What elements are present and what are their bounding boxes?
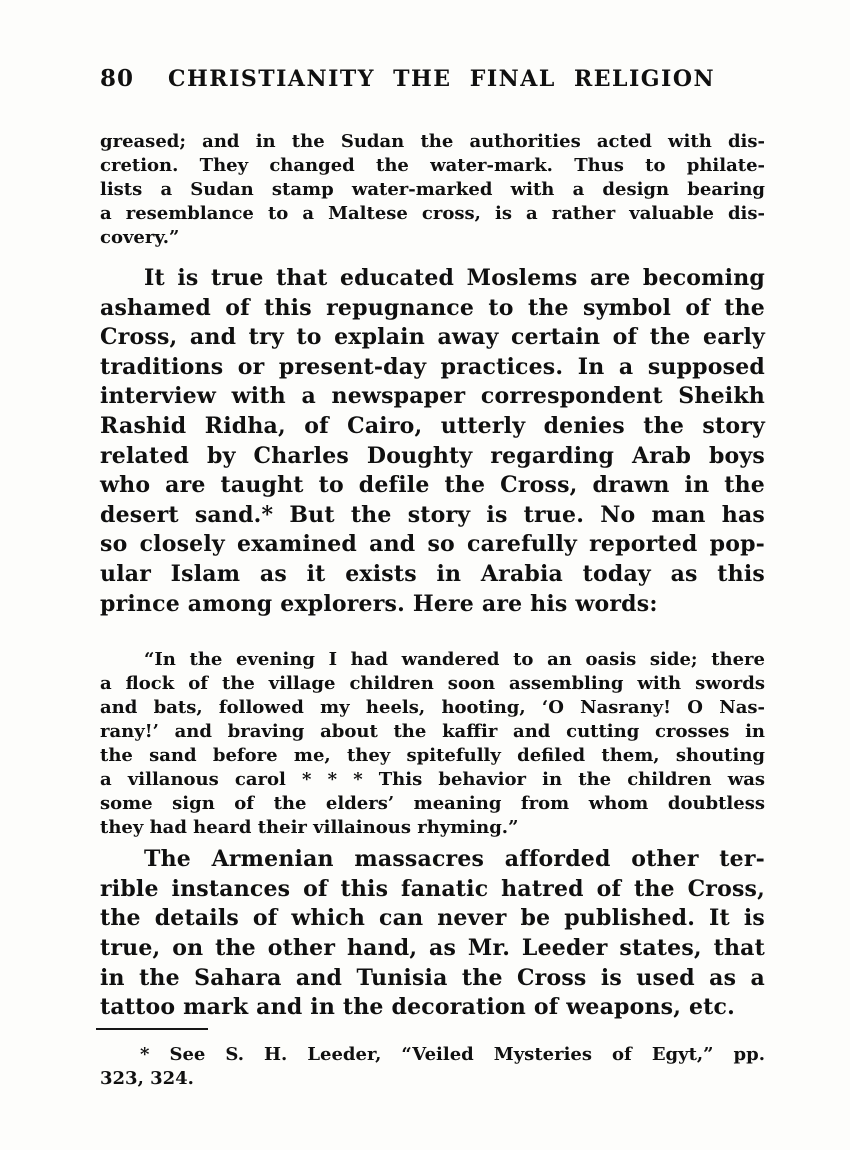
text-line: “In the evening I had wandered to an oasis side; there (144, 649, 765, 671)
text-line: so closely examined and so carefully reported pop- (100, 531, 765, 558)
text-line: rany!’ and braving about the kaffir and cutting crosses in (100, 721, 765, 743)
text-line: true, on the other hand, as Mr. Leeder states, that (100, 934, 765, 961)
text-line: a resemblance to a Maltese cross, is a rather valuable dis- (100, 203, 765, 224)
text-line: tattoo mark and in the decoration of weapons, etc. (100, 994, 735, 1021)
text-line: Rashid Ridha, of Cairo, utterly denies the story (100, 412, 765, 439)
text-line: a villanous carol * * * This behavior in the children was (100, 769, 765, 791)
text-line: covery.” (100, 227, 180, 248)
armenian-paragraph (100, 845, 765, 1023)
text-line: prince among explorers. Here are his words: (100, 590, 658, 617)
text-line: Cross, and try to explain away certain of the early (100, 324, 765, 351)
running-header (100, 66, 765, 92)
text-line: some sign of the elders’ meaning from whom doubtless (100, 793, 765, 815)
text-line: they had heard their villainous rhyming.” (100, 817, 519, 839)
running-title: CHRISTIANITY THE FINAL RELIGION (168, 66, 716, 92)
text-line: and bats, followed my heels, hooting, ‘O Nasrany! O Nas- (100, 697, 765, 719)
text-line: in the Sahara and Tunisia the Cross is used as a (100, 964, 765, 991)
text-line: 323, 324. (100, 1067, 194, 1089)
page-number: 80 (100, 65, 135, 92)
text-line: who are taught to defile the Cross, drawn in the (100, 472, 765, 499)
main-paragraph (100, 264, 765, 619)
text-line: The Armenian massacres afforded other ter- (144, 846, 765, 873)
text-line: rible instances of this fanatic hatred of the Cross, (100, 875, 765, 902)
text-line: greased; and in the Sudan the authorities acted with dis- (100, 131, 765, 152)
text-line: ular Islam as it exists in Arabia today as this (100, 560, 765, 587)
footnote-separator (96, 1028, 208, 1030)
quote-continuation-paragraph (100, 130, 765, 250)
text-line: traditions or present-day practices. In a supposed (100, 353, 765, 380)
text-line: a flock of the village children soon assembling with swords (100, 673, 765, 695)
text-line: interview with a newspaper correspondent Sheikh (100, 383, 765, 410)
text-line: It is true that educated Moslems are becoming (144, 265, 765, 291)
text-line: lists a Sudan stamp water-marked with a design bearing (100, 179, 765, 200)
text-line: the details of which can never be published. It is (100, 905, 765, 932)
text-line: ashamed of this repugnance to the symbol of the (100, 294, 765, 321)
doughty-quote-paragraph (100, 648, 765, 840)
text-line: * See S. H. Leeder, “Veiled Mysteries of Egyt,” pp. (140, 1043, 765, 1065)
text-line: cretion. They changed the water-mark. Thus to philate- (100, 155, 765, 176)
text-line: related by Charles Doughty regarding Arab boys (100, 442, 765, 469)
footnote (100, 1043, 765, 1091)
text-line: desert sand.* But the story is true. No man has (100, 501, 765, 528)
text-line: the sand before me, they spitefully defiled them, shouting (100, 745, 765, 767)
